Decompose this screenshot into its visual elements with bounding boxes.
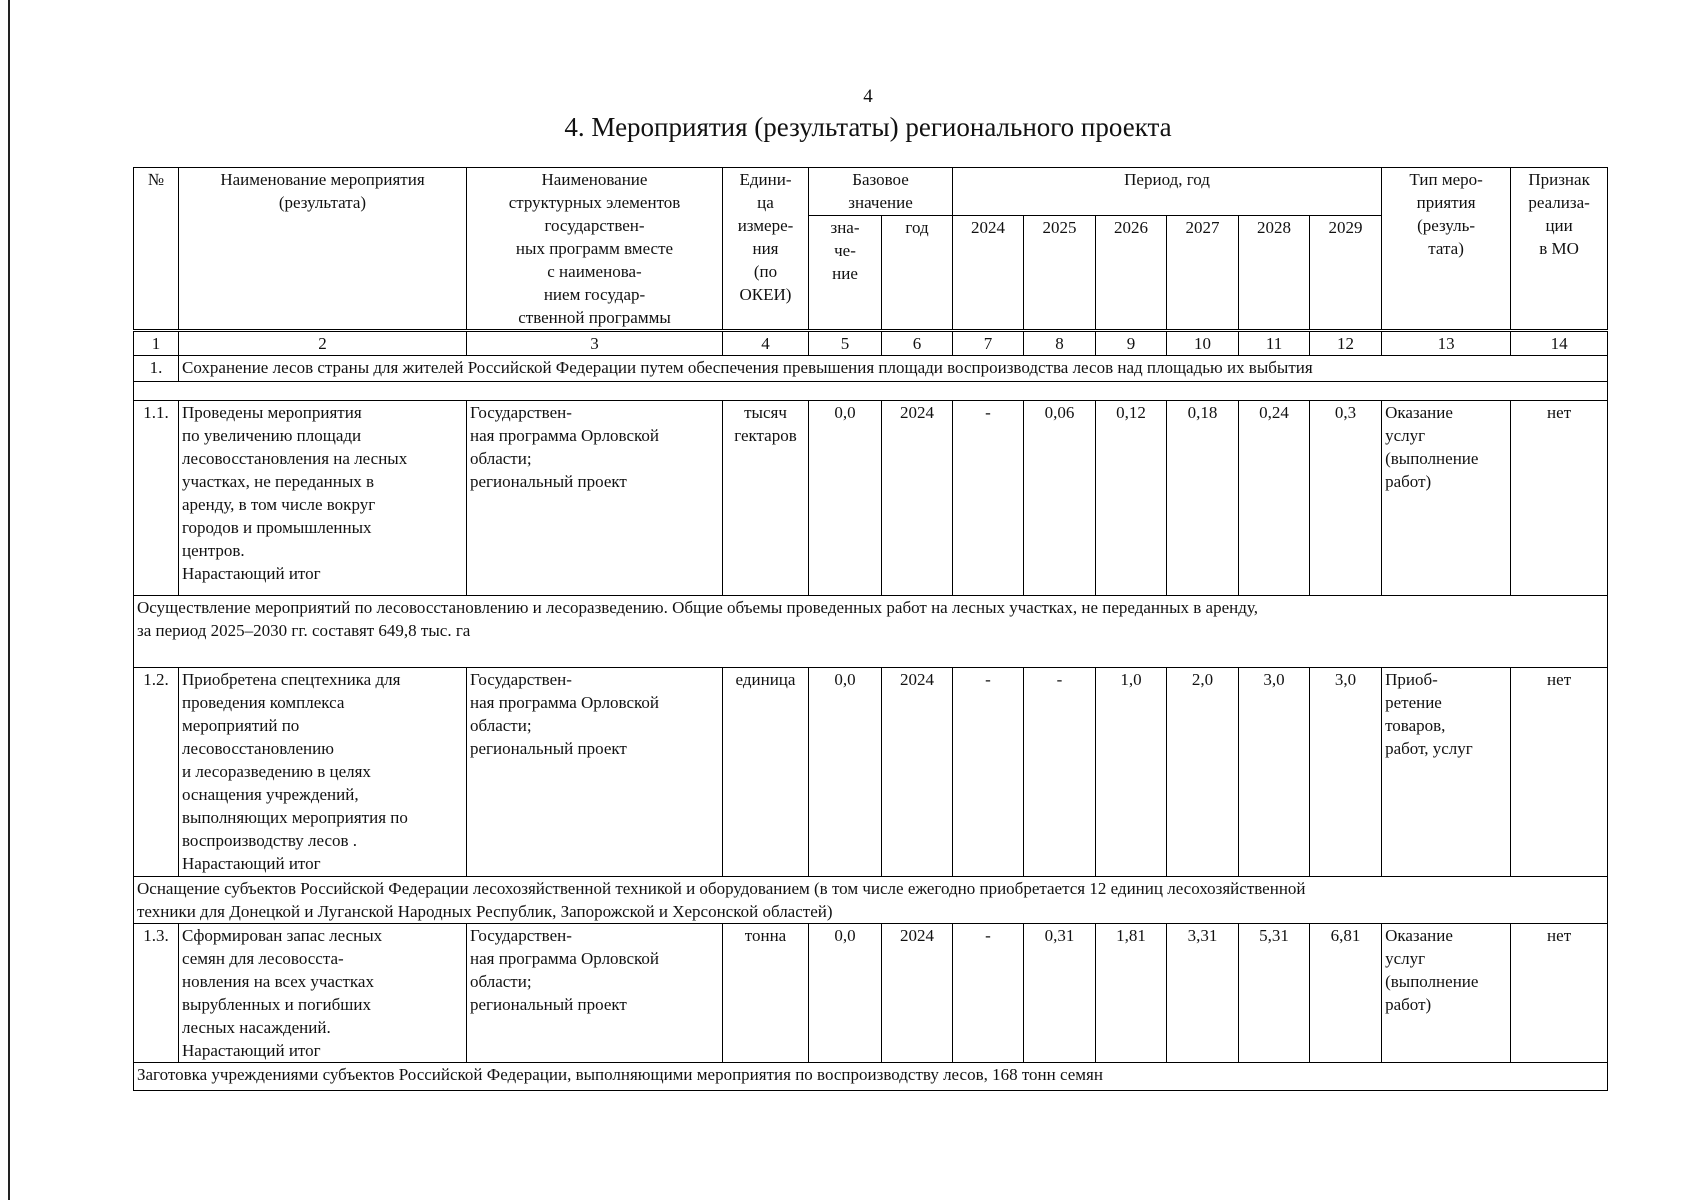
- row-struct: Государствен- ная программа Орловской области; региональный проект: [467, 924, 723, 1063]
- col-number: 2: [179, 331, 467, 356]
- row-base-value: 0,0: [809, 668, 882, 877]
- col-number: 8: [1024, 331, 1096, 356]
- row-note: Осуществление мероприятий по лесовосстановлению и лесоразведению. Общие объемы проведенных работ на лесных участках, не переданных в аренду, за период 2025–2030 гг. составят 649,8 тыс. га: [134, 596, 1608, 668]
- row-mo: нет: [1511, 668, 1608, 877]
- row-value-2028: 3,0: [1239, 668, 1310, 877]
- row-value-2025: 0,31: [1024, 924, 1096, 1063]
- col-number: 7: [953, 331, 1024, 356]
- row-type: Приоб- ретение товаров, работ, услуг: [1382, 668, 1511, 877]
- page-number: 4: [863, 86, 873, 107]
- row-base-value: 0,0: [809, 924, 882, 1063]
- col-number: 10: [1167, 331, 1239, 356]
- col-number: 11: [1239, 331, 1310, 356]
- header-period: Период, год: [953, 168, 1382, 216]
- row-value-2025: -: [1024, 668, 1096, 877]
- header-type: Тип меро- приятия (резуль- тата): [1382, 168, 1511, 331]
- row-value-2029: 3,0: [1310, 668, 1382, 877]
- row-value-2026: 1,0: [1096, 668, 1167, 877]
- row-value-2026: 0,12: [1096, 401, 1167, 596]
- col-number: 5: [809, 331, 882, 356]
- table-row: [134, 668, 1608, 877]
- row-name: Проведены мероприятия по увеличению площади лесовосстановления на лесных участках, не переданных в аренду, в том числе вокруг городов и промышленных центров. Нарастающий итог: [179, 401, 467, 596]
- row-no: 1.3.: [134, 924, 179, 1063]
- header-year-2024: 2024: [953, 215, 1024, 330]
- col-number: 3: [467, 331, 723, 356]
- row-base-year: 2024: [882, 924, 953, 1063]
- row-name: Приобретена спецтехника для проведения комплекса мероприятий по лесовосстановлению и лесоразведению в целях оснащения учреждений, выполняющих мероприятия по воспроизводству лесов . Нарастающий итог: [179, 668, 467, 877]
- row-value-2029: 6,81: [1310, 924, 1382, 1063]
- row-note: Оснащение субъектов Российской Федерации лесохозяйственной техникой и оборудованием (в том числе ежегодно приобретается 12 единиц лесохозяйственной техники для Донецкой и Луганской Народных Республик, Запорожской и Херсонской областей): [134, 877, 1608, 924]
- row-value-2027: 3,31: [1167, 924, 1239, 1063]
- header-base: Базовое значение: [809, 168, 953, 216]
- header-base-value: зна- че- ние: [809, 215, 882, 330]
- header-year-2029: 2029: [1310, 215, 1382, 330]
- row-value-2024: -: [953, 668, 1024, 877]
- header-no: №: [134, 168, 179, 331]
- section-no: 1.: [134, 356, 179, 382]
- row-note: Заготовка учреждениями субъектов Российской Федерации, выполняющими мероприятия по воспроизводству лесов, 168 тонн семян: [134, 1063, 1608, 1091]
- table-row: [134, 924, 1608, 1063]
- col-number: 9: [1096, 331, 1167, 356]
- row-unit: тысяч гектаров: [723, 401, 809, 596]
- row-base-year: 2024: [882, 668, 953, 877]
- spacer-cell: [134, 382, 1608, 401]
- row-mo: нет: [1511, 401, 1608, 596]
- row-name: Сформирован запас лесных семян для лесовосста- новления на всех участках вырубленных и погибших лесных насаждений. Нарастающий итог: [179, 924, 467, 1063]
- row-value-2028: 5,31: [1239, 924, 1310, 1063]
- row-mo: нет: [1511, 924, 1608, 1063]
- row-struct: Государствен- ная программа Орловской области; региональный проект: [467, 668, 723, 877]
- row-value-2029: 0,3: [1310, 401, 1382, 596]
- row-value-2028: 0,24: [1239, 401, 1310, 596]
- page-left-edge-line: [8, 0, 10, 1200]
- header-year-2026: 2026: [1096, 215, 1167, 330]
- column-numbers-row: [134, 331, 1608, 356]
- row-no: 1.2.: [134, 668, 179, 877]
- header-unit: Едини- ца измере- ния (по ОКЕИ): [723, 168, 809, 331]
- col-number: 13: [1382, 331, 1511, 356]
- header-year-2027: 2027: [1167, 215, 1239, 330]
- row-value-2026: 1,81: [1096, 924, 1167, 1063]
- row-base-year: 2024: [882, 401, 953, 596]
- col-number: 1: [134, 331, 179, 356]
- header-base-year: год: [882, 215, 953, 330]
- col-number: 4: [723, 331, 809, 356]
- note-row: [134, 1063, 1608, 1091]
- row-value-2027: 0,18: [1167, 401, 1239, 596]
- row-value-2025: 0,06: [1024, 401, 1096, 596]
- row-unit: тонна: [723, 924, 809, 1063]
- note-row: [134, 877, 1608, 924]
- header-year-2025: 2025: [1024, 215, 1096, 330]
- note-row: [134, 596, 1608, 668]
- header-struct: Наименование структурных элементов государствен- ных программ вместе с наименова- нием государ- ственной программы: [467, 168, 723, 331]
- row-value-2024: -: [953, 401, 1024, 596]
- section-row: [134, 356, 1608, 382]
- header-mo: Признак реализа- ции в МО: [1511, 168, 1608, 331]
- row-base-value: 0,0: [809, 401, 882, 596]
- spacer-row: [134, 382, 1608, 401]
- row-unit: единица: [723, 668, 809, 877]
- row-type: Оказание услуг (выполнение работ): [1382, 924, 1511, 1063]
- row-value-2027: 2,0: [1167, 668, 1239, 877]
- page-title: 4. Мероприятия (результаты) регионального проекта: [564, 112, 1172, 142]
- table-row: [134, 401, 1608, 596]
- results-table: [133, 167, 1608, 1091]
- header-row-1: [134, 168, 1608, 216]
- row-no: 1.1.: [134, 401, 179, 596]
- col-number: 14: [1511, 331, 1608, 356]
- col-number: 6: [882, 331, 953, 356]
- row-value-2024: -: [953, 924, 1024, 1063]
- col-number: 12: [1310, 331, 1382, 356]
- header-year-2028: 2028: [1239, 215, 1310, 330]
- row-type: Оказание услуг (выполнение работ): [1382, 401, 1511, 596]
- section-text: Сохранение лесов страны для жителей Российской Федерации путем обеспечения превышения площади воспроизводства лесов над площадью их выбытия: [179, 356, 1608, 382]
- row-struct: Государствен- ная программа Орловской области; региональный проект: [467, 401, 723, 596]
- header-name: Наименование мероприятия (результата): [179, 168, 467, 331]
